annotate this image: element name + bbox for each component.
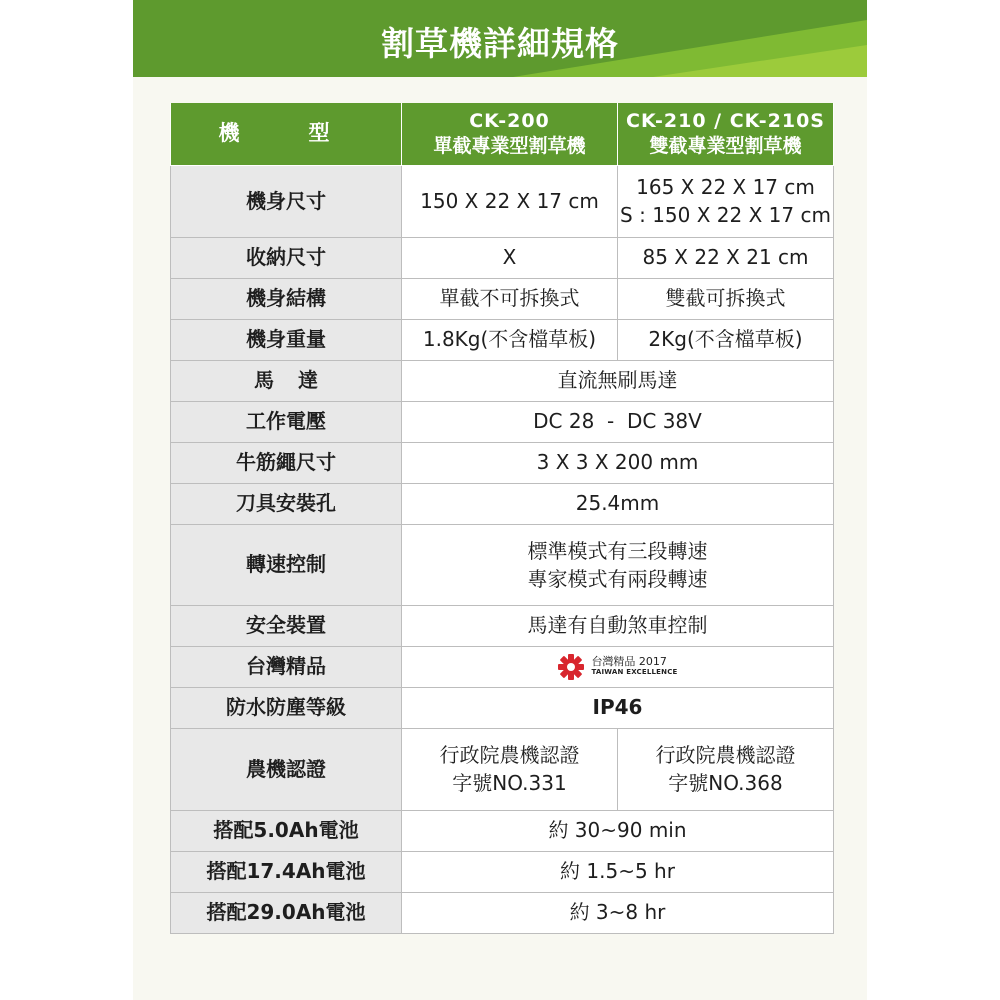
table-row	[171, 442, 834, 483]
header-ck210-model: CK-210 / CK-210S	[626, 109, 825, 132]
weight-ck200: 1.8Kg(不含檔草板)	[402, 319, 618, 360]
speed-value	[402, 524, 834, 605]
page-title: 割草機詳細規格	[381, 24, 619, 63]
table-row	[171, 319, 834, 360]
row-label-size: 機身尺寸	[171, 165, 402, 237]
excellence-value	[402, 646, 834, 687]
table-row	[171, 360, 834, 401]
header-ck210-desc: 雙截專業型割草機	[649, 134, 802, 157]
title-banner	[133, 0, 867, 77]
speed-line2: 專家模式有兩段轉速	[527, 566, 708, 591]
table-row	[171, 524, 834, 605]
cert-ck210	[618, 728, 834, 810]
row-label-bat17: 搭配17.4Ah電池	[171, 851, 402, 892]
table-row	[171, 278, 834, 319]
storage-ck210: 85 X 22 X 21 cm	[618, 237, 834, 278]
ip-value: IP46	[402, 687, 834, 728]
cert-ck200	[402, 728, 618, 810]
row-label-storage: 收納尺寸	[171, 237, 402, 278]
row-label-motor	[171, 360, 402, 401]
voltage-value-text: DC 28 - DC 38V	[533, 409, 702, 433]
motor-value: 直流無刷馬達	[402, 360, 834, 401]
header-model-label: 機 型	[171, 103, 402, 165]
row-label-excellence: 台灣精品	[171, 646, 402, 687]
cert-ck210-line2: 字號NO.368	[668, 771, 783, 795]
table-row	[171, 165, 834, 237]
speed-line1: 標準模式有三段轉速	[527, 538, 708, 563]
row-label-weight: 機身重量	[171, 319, 402, 360]
header-ck200-model: CK-200	[469, 109, 550, 132]
size-ck200: 150 X 22 X 17 cm	[402, 165, 618, 237]
table-row	[171, 237, 834, 278]
taiwan-excellence-logo-icon	[557, 653, 585, 681]
bat5-value: 約 30~90 min	[402, 810, 834, 851]
badge-cn-text: 台灣精品 2017	[591, 654, 667, 668]
header-ck210	[618, 103, 834, 165]
table-row	[171, 810, 834, 851]
size-ck210	[618, 165, 834, 237]
table-row	[171, 483, 834, 524]
table-row	[171, 401, 834, 442]
row-label-speed: 轉速控制	[171, 524, 402, 605]
row-label-cert: 農機認證	[171, 728, 402, 810]
row-label-structure: 機身結構	[171, 278, 402, 319]
cert-ck210-line1: 行政院農機認證	[655, 743, 796, 767]
size-ck210s-line2: S : 150 X 22 X 17 cm	[620, 203, 831, 227]
header-ck200	[402, 103, 618, 165]
bat29-value: 約 3~8 hr	[402, 892, 834, 933]
bat17-value: 約 1.5~5 hr	[402, 851, 834, 892]
table-row	[171, 605, 834, 646]
cert-ck200-line2: 字號NO.331	[452, 771, 567, 795]
table-row	[171, 728, 834, 810]
table-row	[171, 646, 834, 687]
table-row	[171, 851, 834, 892]
voltage-value	[402, 401, 834, 442]
structure-ck200: 單截不可拆換式	[402, 278, 618, 319]
blade-hole-value: 25.4mm	[402, 483, 834, 524]
table-header-row	[171, 103, 834, 165]
storage-ck200: X	[402, 237, 618, 278]
row-label-safety: 安全裝置	[171, 605, 402, 646]
badge-text	[591, 656, 677, 678]
spec-table	[170, 103, 834, 934]
row-label-ip: 防水防塵等級	[171, 687, 402, 728]
structure-ck210: 雙截可拆換式	[618, 278, 834, 319]
size-ck210-line1: 165 X 22 X 17 cm	[636, 175, 815, 199]
table-row	[171, 687, 834, 728]
row-label-bat5: 搭配5.0Ah電池	[171, 810, 402, 851]
table-row	[171, 892, 834, 933]
row-label-voltage: 工作電壓	[171, 401, 402, 442]
cord-value: 3 X 3 X 200 mm	[402, 442, 834, 483]
row-label-bat29: 搭配29.0Ah電池	[171, 892, 402, 933]
row-label-cord: 牛筋繩尺寸	[171, 442, 402, 483]
cert-ck200-line1: 行政院農機認證	[439, 743, 580, 767]
header-ck200-desc: 單截專業型割草機	[433, 134, 586, 157]
weight-ck210: 2Kg(不含檔草板)	[618, 319, 834, 360]
badge-en-text: TAIWAN EXCELLENCE	[591, 667, 678, 676]
taiwan-excellence-badge	[557, 653, 677, 681]
row-label-motor-text: 馬達	[254, 368, 342, 392]
safety-value: 馬達有自動煞車控制	[402, 605, 834, 646]
row-label-blade-hole: 刀具安裝孔	[171, 483, 402, 524]
